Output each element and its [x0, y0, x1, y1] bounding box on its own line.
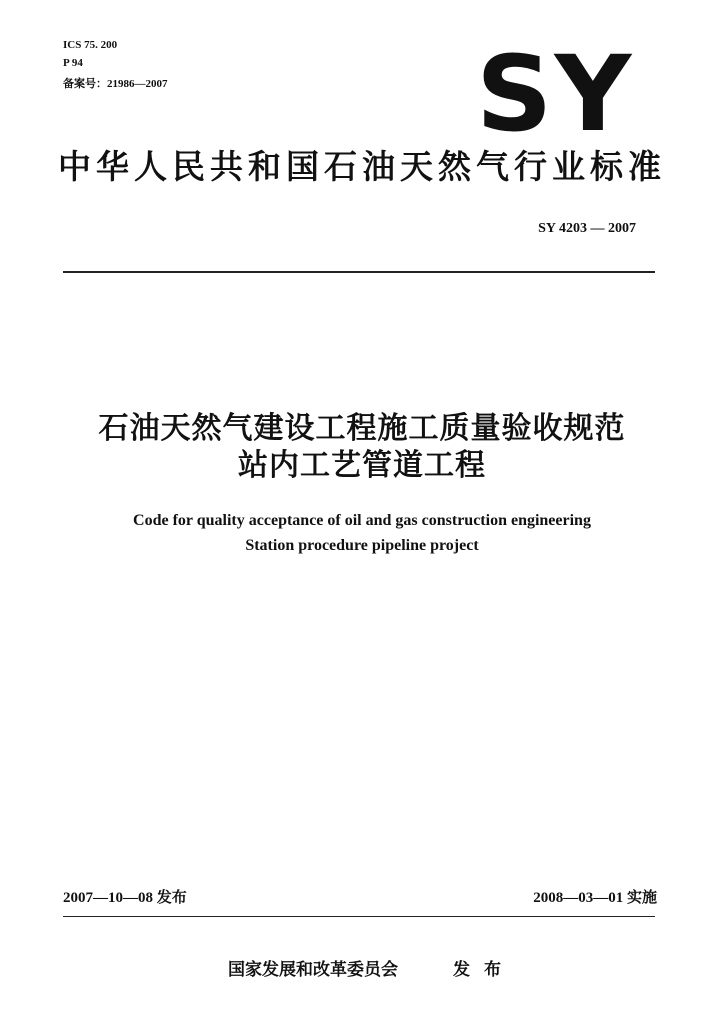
issue-date: 2007—10—08 发布	[63, 890, 187, 906]
document-title-en-line-1: Code for quality acceptance of oil and gas construction engineering	[133, 512, 591, 529]
document-title-cn-line-1: 石油天然气建设工程施工质量验收规范	[98, 411, 626, 446]
record-number: 备案号：21986—2007	[63, 78, 168, 90]
document-title-en-line-2: Station procedure pipeline project	[245, 537, 479, 554]
implementation-date: 2008—03—01 实施	[533, 890, 657, 906]
issue-label: 发布	[453, 960, 515, 980]
standard-number: SY 4203 — 2007	[538, 221, 636, 236]
footer-divider	[63, 916, 655, 917]
sy-logo: SY	[476, 33, 634, 155]
header-divider	[63, 271, 655, 273]
document-title-cn-line-2: 站内工艺管道工程	[238, 448, 486, 483]
ccs-code: P 94	[63, 57, 83, 69]
issuing-authority: 国家发展和改革委员会	[228, 960, 398, 980]
standard-category-title: 中华人民共和国石油天然气行业标准	[58, 147, 666, 186]
ics-code: ICS 75. 200	[63, 39, 118, 51]
